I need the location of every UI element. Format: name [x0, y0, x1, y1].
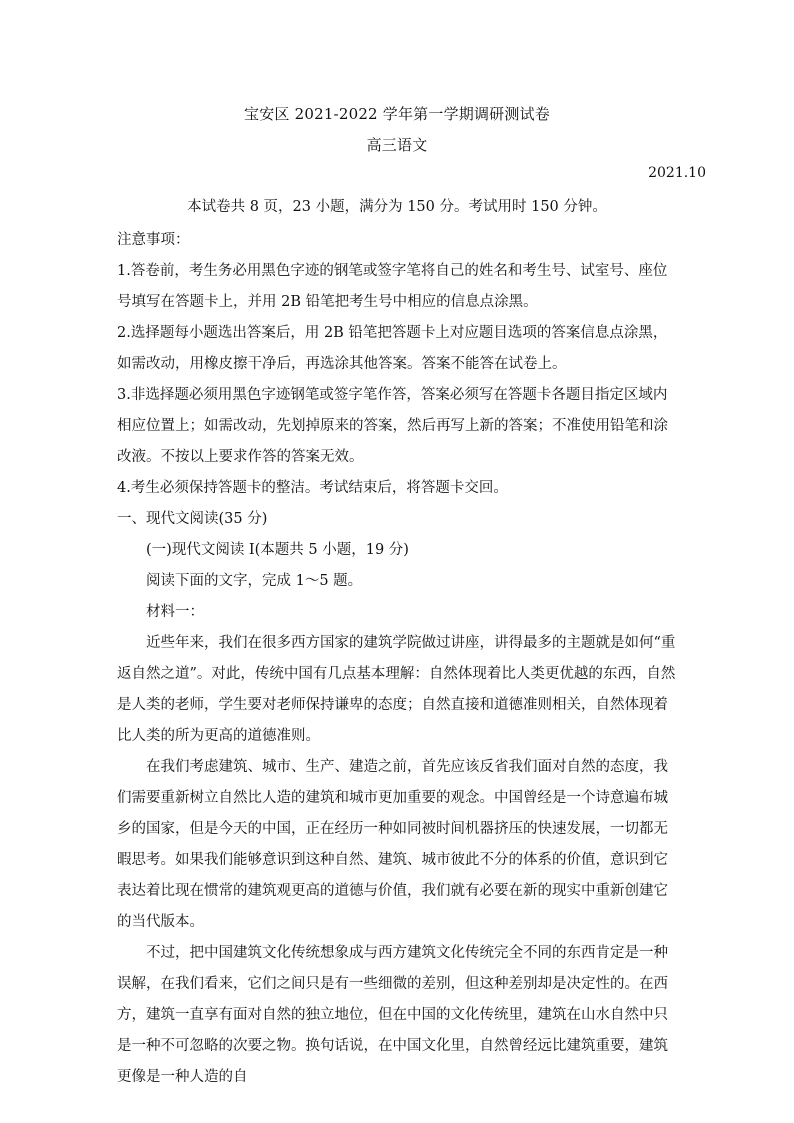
- notes-heading: 注意事项：: [117, 232, 190, 248]
- passage-paragraph-1: 近些年来，我们在很多西方国家的建筑学院做过讲座，讲得最多的主题就是如何“重返自然之道”。对此，传统中国有几点基本理解：自然体现着比人类更优越的东西，自然是人类的老师，学生要对老师保持谦卑的态度；自然直接和道德准则相关，自然体现着比人类的所为更高的道德准则。: [117, 635, 676, 744]
- sub-section-heading: (一)现代文阅读 I(本题共 5 小题，19 分): [146, 542, 409, 558]
- exam-date: 2021.10: [648, 165, 706, 181]
- note-item-2: 2.选择题每小题选出答案后，用 2B 铅笔把答题卡上对应题目选项的答案信息点涂黑，如需改动，用橡皮擦干净后，再选涂其他答案。答案不能答在试卷上。: [117, 325, 668, 372]
- passage-paragraph-3: 不过，把中国建筑文化传统想象成与西方建筑文化传统完全不同的东西肯定是一种误解，在我们看来，它们之间只是有一些细微的差别，但这种差别却是决定性的。在西方，建筑一直享有面对自然的独立地位，但在中国的文化传统里，建筑在山水自然中只是一种不可忽略的次要之物。换句话说，在中国文化里，自然曾经远比建筑重要，建筑更像是一种人造的自: [117, 945, 668, 1085]
- exam-intro: 本试卷共 8 页，23 小题，满分为 150 分。考试用时 150 分钟。: [187, 199, 607, 215]
- exam-title: 宝安区 2021-2022 学年第一学期调研测试卷: [244, 105, 550, 123]
- material-label: 材料一：: [146, 604, 204, 620]
- section-heading: 一、现代文阅读(35 分): [117, 511, 268, 527]
- note-item-3: 3.非选择题必须用黑色字迹钢笔或签字笔作答，答案必须写在答题卡各题目指定区域内相应位置上；如需改动，先划掉原来的答案，然后再写上新的答案；不准使用铅笔和涂改液。不按以上要求作答的答案无效。: [117, 387, 668, 465]
- note-item-4: 4.考生必须保持答题卡的整洁。考试结束后，将答题卡交回。: [117, 480, 508, 496]
- exam-content: [117, 225, 677, 1093]
- passage-paragraph-2: 在我们考虑建筑、城市、生产、建造之前，首先应该反省我们面对自然的态度，我们需要重新树立自然比人造的建筑和城市更加重要的观念。中国曾经是一个诗意遍布城乡的国家，但是今天的中国，正在经历一种如同被时间机器挤压的快速发展，一切都无暇思考。如果我们能够意识到这种自然、建筑、城市彼此不分的体系的价值，意识到它表达着比现在惯常的建筑观更高的道德与价值，我们就有必要在新的现实中重新创建它的当代版本。: [117, 759, 668, 930]
- note-item-1: 1.答卷前，考生务必用黑色字迹的钢笔或签字笔将自己的姓名和考生号、试室号、座位号填写在答题卡上，并用 2B 铅笔把考生号中相应的信息点涂黑。: [117, 263, 668, 310]
- subject-title: 高三语文: [366, 136, 428, 154]
- reading-instruction: 阅读下面的文字，完成 1～5 题。: [146, 573, 363, 589]
